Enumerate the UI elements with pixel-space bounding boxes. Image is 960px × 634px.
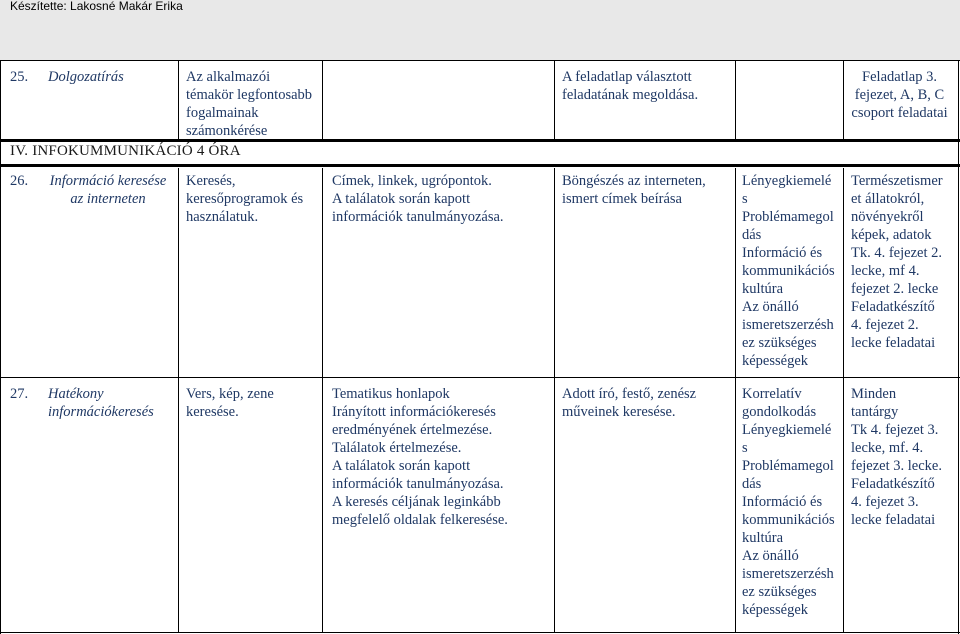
lesson-topic: Dolgozatírás xyxy=(48,69,124,85)
section-bottom-rule xyxy=(0,164,960,167)
lesson-number: 27. xyxy=(10,386,29,402)
col-sep-2 xyxy=(322,168,323,632)
lesson-resources: Természetismer et állatokról, növényekről képek, adatok Tk. 4. fejezet 2. lecke, mf 4. fejezet 2. lecke Feladatkészítő 4. fejezet 2. lecke feladatai xyxy=(851,173,943,351)
table-border-bottom xyxy=(0,632,960,633)
author-credit: Készítette: Lakosné Makár Erika xyxy=(10,0,183,13)
lesson-content: Az alkalmazói témakör legfontosabb fogalmainak számonkérése xyxy=(186,69,313,139)
lesson-content: Vers, kép, zene keresése. xyxy=(186,386,274,420)
lesson-task: A feladatlap választott feladatának megoldása. xyxy=(562,69,699,103)
table-border-left xyxy=(0,60,1,634)
section-title: IV. INFOKUMMUNIKÁCIÓ 4 ÓRA xyxy=(10,143,241,159)
lesson-number: 25. xyxy=(10,69,29,85)
lesson-activity: Címek, linkek, ugrópontok. A találatok során kapott információk tanulmányozása. xyxy=(332,173,504,225)
lesson-resources: Feladatlap 3. fejezet, A, B, C csoport feladatai xyxy=(851,69,948,121)
lesson-competence: Lényegkiemelé s Problémamegol dás Információ és kommunikációs kultúra Az önálló ismeretszerzésh ez szükséges képességek xyxy=(742,173,835,369)
col-sep-5 xyxy=(843,168,844,632)
lesson-activity: Tematikus honlapok Irányított információkeresés eredményének értelmezése. Találatok értelmezése. A találatok során kapott információk tanulmányozása. A keresés céljának leginkább megfelelő oldalak felkeresése. xyxy=(332,386,508,528)
lesson-topic: Hatékony információkeresés xyxy=(48,386,154,420)
col-sep-2 xyxy=(322,60,323,140)
col-sep-4 xyxy=(735,60,736,140)
row-separator xyxy=(0,377,960,378)
table-border-top xyxy=(0,60,960,61)
col-sep-4 xyxy=(735,168,736,632)
lesson-competence: Korrelatív gondolkodás Lényegkiemelé s Problémamegol dás Információ és kommunikációs kultúra Az önálló ismeretszerzésh ez szükséges képességek xyxy=(742,386,835,618)
col-sep-3 xyxy=(554,168,555,632)
lesson-task: Böngészés az interneten, ismert címek beírása xyxy=(562,173,706,207)
col-sep-1 xyxy=(178,60,179,140)
lesson-content: Keresés, keresőprogramok és használatuk. xyxy=(186,173,304,225)
lesson-task: Adott író, festő, zenész műveinek keresése. xyxy=(562,386,697,420)
lesson-number: 26. xyxy=(10,173,29,189)
lesson-resources: Minden tantárgy Tk 4. fejezet 3. lecke, mf. 4. fejezet 3. lecke. Feladatkészítő 4. fejezet 3. lecke feladatai xyxy=(851,386,942,528)
table-border-right xyxy=(958,60,959,634)
lesson-topic: Információ keresése az interneten xyxy=(49,173,167,207)
col-sep-3 xyxy=(554,60,555,140)
col-sep-1 xyxy=(178,168,179,632)
